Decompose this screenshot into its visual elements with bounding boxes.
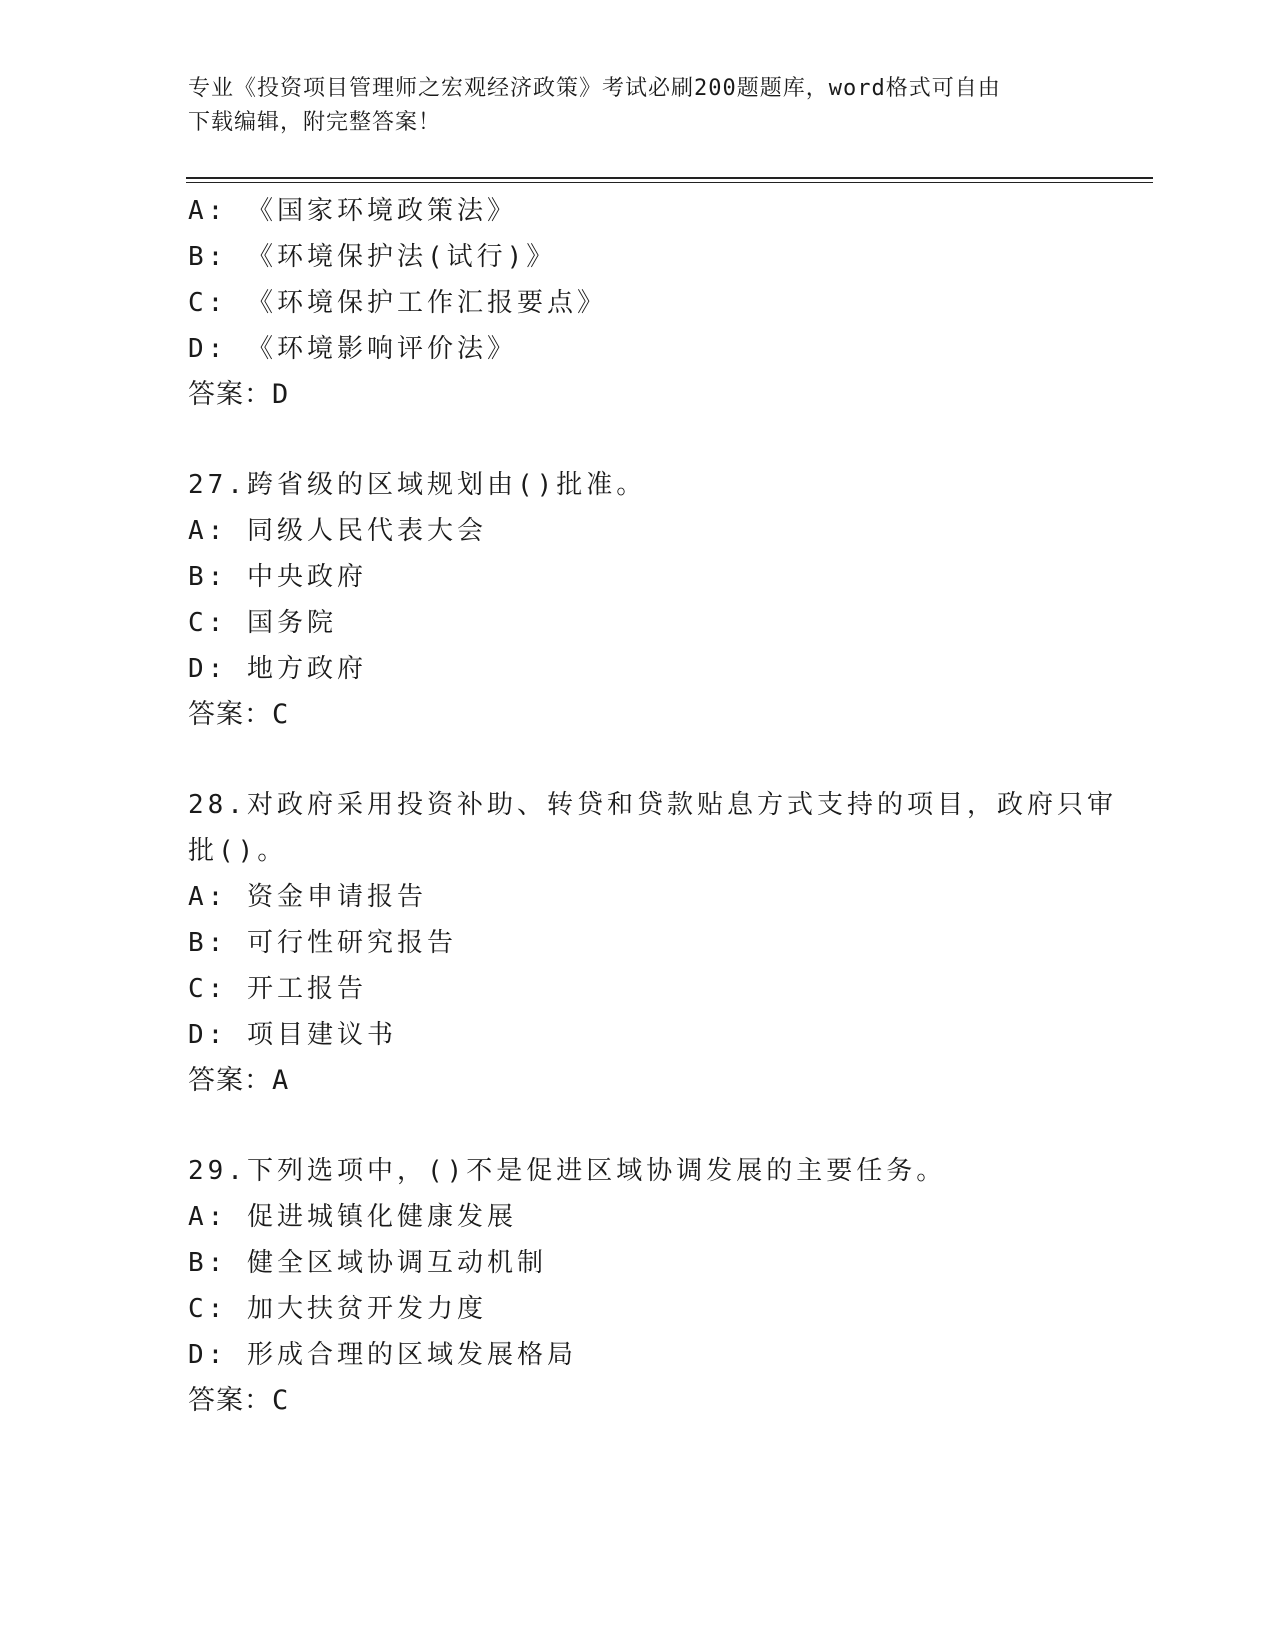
question-stem: 29.下列选项中，()不是促进区域协调发展的主要任务。	[188, 1156, 947, 1186]
option-a: A: 促进城镇化健康发展	[188, 1202, 517, 1232]
question-27	[188, 462, 1148, 738]
option-a: A: 同级人民代表大会	[188, 516, 487, 546]
header-divider-thick	[186, 177, 1153, 179]
option-c: C: 《环境保护工作汇报要点》	[188, 288, 607, 318]
answer: 答案：A	[188, 1065, 290, 1096]
option-a: A: 资金申请报告	[188, 882, 427, 912]
question-list	[188, 188, 1148, 1424]
question-29	[188, 1148, 1148, 1424]
option-c: C: 开工报告	[188, 974, 367, 1004]
option-d: D: 《环境影响评价法》	[188, 334, 517, 364]
spacer	[188, 418, 1148, 462]
answer: 答案：C	[188, 699, 290, 730]
question-stem-line-2: 批()。	[188, 836, 288, 866]
option-b: B: 《环境保护法(试行)》	[188, 242, 557, 272]
question-stem: 27.跨省级的区域规划由()批准。	[188, 470, 647, 500]
option-c: C: 国务院	[188, 608, 337, 638]
option-c: C: 加大扶贫开发力度	[188, 1294, 487, 1324]
spacer	[188, 1104, 1148, 1148]
question-26	[188, 188, 1148, 418]
option-d: D: 形成合理的区域发展格局	[188, 1340, 577, 1370]
header-line-1: 专业《投资项目管理师之宏观经济政策》考试必刷200题题库，word格式可自由	[188, 76, 1001, 101]
document-header	[188, 72, 1088, 140]
option-b: B: 健全区域协调互动机制	[188, 1248, 547, 1278]
option-b: B: 中央政府	[188, 562, 367, 592]
question-28	[188, 782, 1148, 1104]
header-divider-thin	[186, 182, 1153, 183]
option-a: A: 《国家环境政策法》	[188, 196, 517, 226]
answer: 答案：D	[188, 379, 290, 410]
option-b: B: 可行性研究报告	[188, 928, 457, 958]
option-d: D: 项目建议书	[188, 1020, 397, 1050]
option-d: D: 地方政府	[188, 654, 367, 684]
header-line-2: 下载编辑，附完整答案！	[188, 110, 442, 135]
question-stem-line-1: 28.对政府采用投资补助、转贷和贷款贴息方式支持的项目，政府只审	[188, 790, 1117, 820]
spacer	[188, 738, 1148, 782]
answer: 答案：C	[188, 1385, 290, 1416]
